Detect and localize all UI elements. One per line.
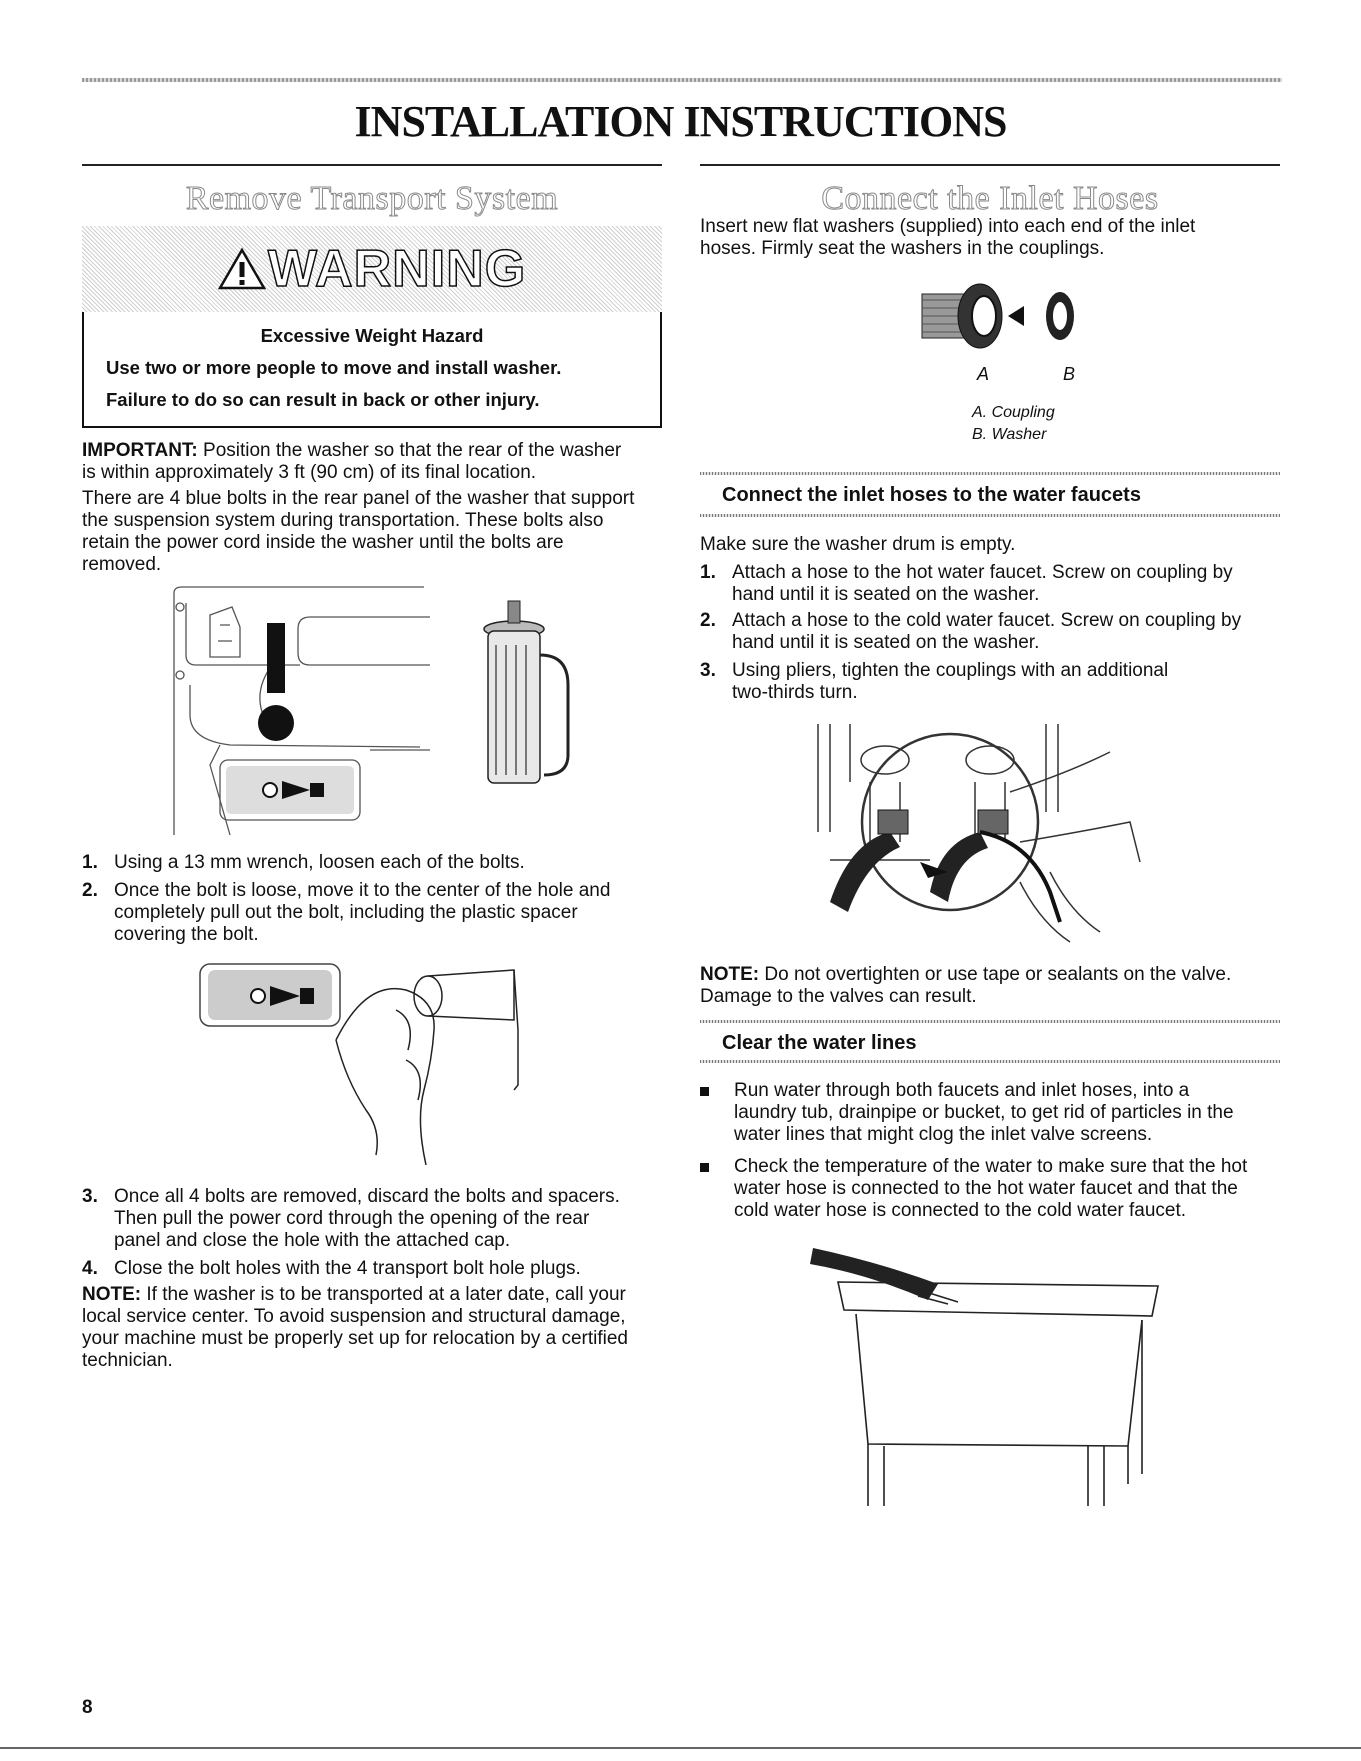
bolt-removal-illustration [196, 960, 546, 1165]
subsection-rule [700, 472, 1280, 475]
subsection-title-faucets: Connect the inlet hoses to the water faucets [722, 484, 1141, 506]
right-note: NOTE: Do not overtighten or use tape or sealants on the valve. Damage to the valves can result. [700, 964, 1232, 1007]
warning-line-1: Use two or more people to move and install washer. [106, 357, 562, 378]
section-title-connect-hoses: Connect the Inlet Hoses [821, 180, 1159, 217]
left-column-rule [82, 164, 662, 166]
step-3: 3. Once all 4 bolts are removed, discard the bolts and spacers. Then pull the power cord through the opening of the rear panel and close the hole with the attached cap. [82, 1186, 620, 1251]
right-column-rule [700, 164, 1280, 166]
subsection-rule [700, 514, 1280, 517]
bottom-rule [0, 1747, 1361, 1749]
faucet-pliers-illustration [810, 722, 1170, 947]
bullet-item: Check the temperature of the water to make sure that the hot water hose is connected to the hot water faucet and that the cold water hose is connected to the cold water faucet. [700, 1156, 1290, 1222]
coupling-washer-illustration [920, 280, 1100, 354]
important-paragraph: IMPORTANT: Position the washer so that the rear of the washer is within approximately 3 ft (90 cm) of its final location. [82, 440, 622, 483]
warning-line-2: Failure to do so can result in back or other injury. [106, 389, 540, 410]
important-label: IMPORTANT: [82, 440, 198, 461]
bolts-paragraph: There are 4 blue bolts in the rear panel of the washer that support the suspension system during transportation. These bolts also retain the power cord inside the washer until the bolts are removed. [82, 488, 635, 575]
left-note: NOTE: If the washer is to be transported at a later date, call your local service center. To avoid suspension and structural damage, your machine must be properly set up for relocation by a certified technician. [82, 1284, 628, 1371]
top-rule [82, 78, 1282, 82]
warning-label: WARNING [267, 240, 527, 298]
faucets-intro: Make sure the washer drum is empty. [700, 534, 1016, 555]
note-label: NOTE: [700, 964, 760, 985]
section-title-remove-transport: Remove Transport System [185, 180, 559, 217]
faucet-step-2: 2. Attach a hose to the cold water faucet. Screw on coupling by hand until it is seated on the washer. [700, 610, 1242, 653]
bullet-square-icon [700, 1087, 709, 1096]
step-2: 2. Once the bolt is loose, move it to the center of the hole and completely pull out the bolt, including the plastic spacer covering the bolt. [82, 880, 611, 945]
faucet-step-1: 1. Attach a hose to the hot water faucet. Screw on coupling by hand until it is seated on the washer. [700, 562, 1233, 605]
page-number: 8 [82, 1697, 93, 1718]
warning-title [218, 239, 526, 299]
subsection-rule [700, 1020, 1280, 1023]
page-title: INSTALLATION INSTRUCTIONS [354, 97, 1007, 146]
step-1: 1. Using a 13 mm wrench, loosen each of the bolts. [82, 852, 525, 873]
caption-coupling: A. Coupling [972, 404, 1055, 421]
label-b: B [1063, 364, 1076, 384]
bullet-square-icon [700, 1163, 709, 1172]
warning-body [82, 312, 662, 428]
label-a: A [977, 364, 990, 384]
laundry-tub-illustration [808, 1244, 1168, 1514]
rear-panel-illustration [170, 585, 590, 840]
bullet-item: Run water through both faucets and inlet hoses, into a laundry tub, drainpipe or bucket, to get rid of particles in the water lines that might clog the inlet valve screens. [700, 1080, 1290, 1146]
warning-header [82, 226, 662, 312]
inlet-intro: Insert new flat washers (supplied) into each end of the inlet hoses. Firmly seat the washers in the couplings. [700, 216, 1196, 259]
warning-triangle-icon [218, 247, 266, 291]
step-4: 4. Close the bolt holes with the 4 transport bolt hole plugs. [82, 1258, 581, 1279]
subsection-rule [700, 1060, 1280, 1063]
faucet-step-3: 3. Using pliers, tighten the couplings with an additional two-thirds turn. [700, 660, 1169, 703]
note-label: NOTE: [82, 1284, 142, 1305]
warning-hazard: Excessive Weight Hazard [260, 325, 484, 346]
caption-washer: B. Washer [972, 426, 1047, 443]
subsection-title-clear-lines: Clear the water lines [722, 1032, 917, 1054]
